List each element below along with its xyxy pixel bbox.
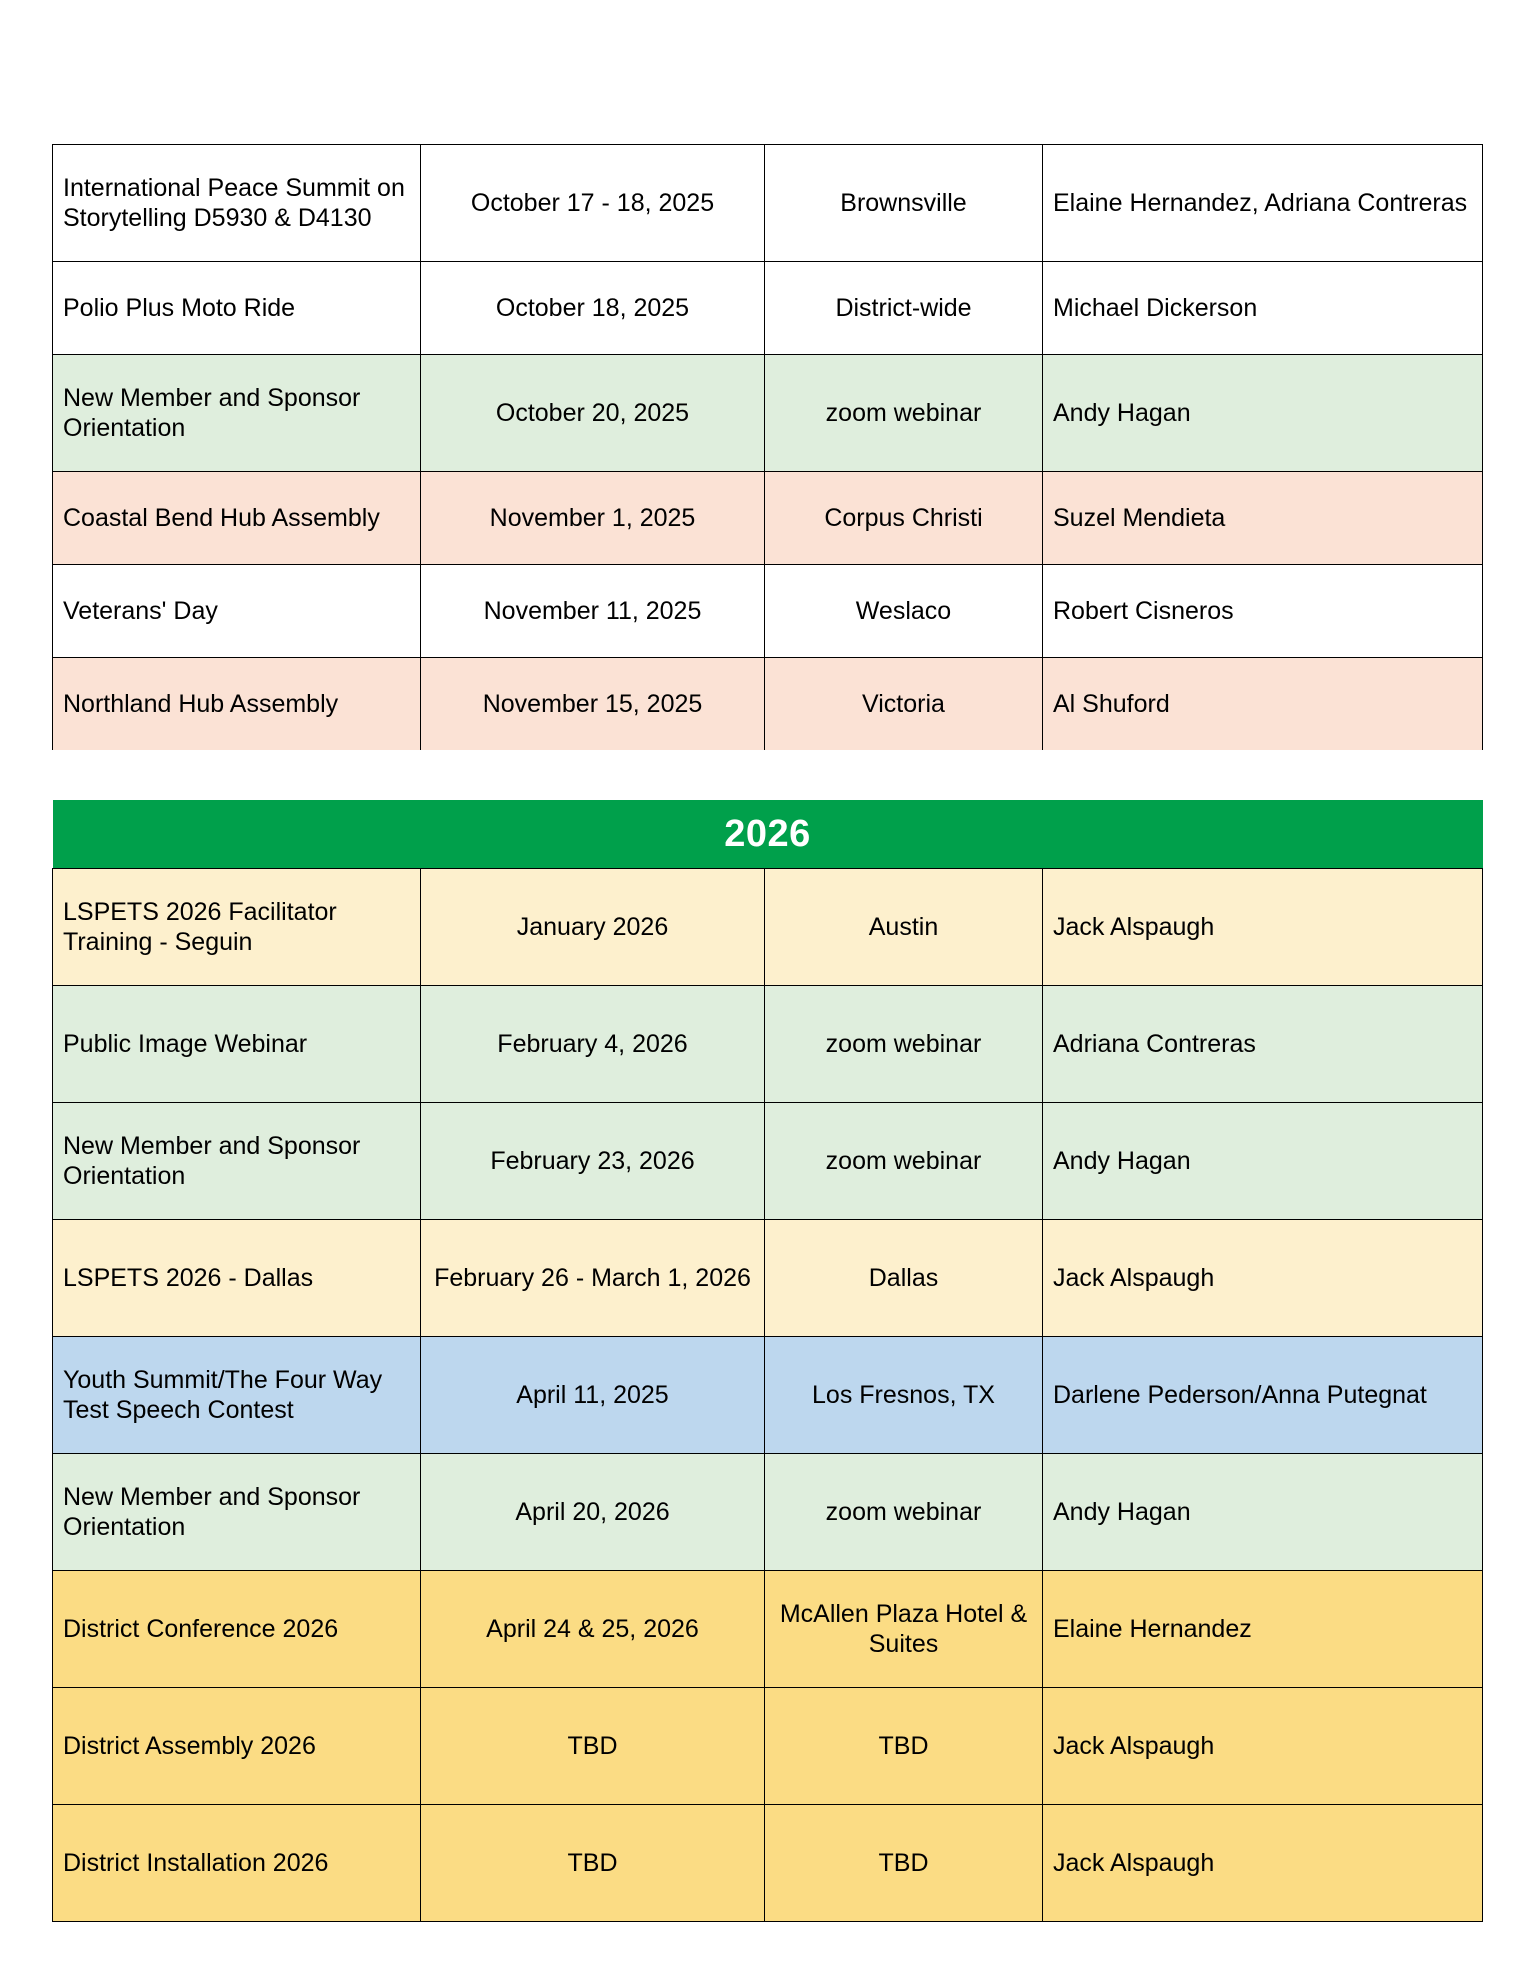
cell-event-date: TBD [421,1805,765,1922]
cell-event-location: Dallas [765,1220,1043,1337]
year-banner-row [53,800,1483,869]
cell-event-date: October 18, 2025 [421,262,765,355]
cell-event-location: zoom webinar [765,1103,1043,1220]
cell-event-name: International Peace Summit on Storytelling D5930 & D4130 [53,145,421,262]
cell-event-location: Weslaco [765,565,1043,658]
cell-event-contact: Adriana Contreras [1043,986,1483,1103]
cell-event-date: April 20, 2026 [421,1454,765,1571]
cell-event-date: April 24 & 25, 2026 [421,1571,765,1688]
cell-event-date: November 15, 2025 [421,658,765,751]
cell-event-date: February 26 - March 1, 2026 [421,1220,765,1337]
cell-event-name: District Installation 2026 [53,1805,421,1922]
cell-event-name: Polio Plus Moto Ride [53,262,421,355]
table-row [53,658,1483,751]
cell-event-date: TBD [421,1688,765,1805]
table-row [53,1688,1483,1805]
cell-event-name: New Member and Sponsor Orientation [53,355,421,472]
cell-event-location: zoom webinar [765,1454,1043,1571]
cell-event-name: New Member and Sponsor Orientation [53,1454,421,1571]
cell-event-contact: Elaine Hernandez, Adriana Contreras [1043,145,1483,262]
cell-event-contact: Andy Hagan [1043,1454,1483,1571]
cell-event-contact: Darlene Pederson/Anna Putegnat [1043,1337,1483,1454]
cell-event-date: February 23, 2026 [421,1103,765,1220]
table-body-2025 [53,145,1483,751]
table-row [53,1805,1483,1922]
cell-event-contact: Suzel Mendieta [1043,472,1483,565]
cell-event-date: January 2026 [421,869,765,986]
cell-event-contact: Elaine Hernandez [1043,1571,1483,1688]
cell-event-name: New Member and Sponsor Orientation [53,1103,421,1220]
cell-event-date: October 17 - 18, 2025 [421,145,765,262]
cell-event-contact: Jack Alspaugh [1043,1220,1483,1337]
cell-event-contact: Andy Hagan [1043,1103,1483,1220]
cell-event-name: District Conference 2026 [53,1571,421,1688]
cell-event-location: zoom webinar [765,986,1043,1103]
table-row [53,1220,1483,1337]
cell-event-location: Austin [765,869,1043,986]
cell-event-contact: Michael Dickerson [1043,262,1483,355]
cell-event-location: Brownsville [765,145,1043,262]
cell-event-location: Victoria [765,658,1043,751]
table-row [53,1571,1483,1688]
cell-event-name: District Assembly 2026 [53,1688,421,1805]
cell-event-location: Corpus Christi [765,472,1043,565]
cell-event-location: Los Fresnos, TX [765,1337,1043,1454]
cell-event-location: TBD [765,1688,1043,1805]
cell-event-location: zoom webinar [765,355,1043,472]
table-row [53,565,1483,658]
cell-event-date: November 1, 2025 [421,472,765,565]
year-banner-label: 2026 [53,800,1483,869]
cell-event-name: Youth Summit/The Four Way Test Speech Contest [53,1337,421,1454]
table-row [53,869,1483,986]
cell-event-contact: Al Shuford [1043,658,1483,751]
cell-event-name: LSPETS 2026 Facilitator Training - Seguin [53,869,421,986]
events-table-2026 [52,800,1483,1922]
table-row [53,262,1483,355]
cell-event-contact: Robert Cisneros [1043,565,1483,658]
table-row [53,1337,1483,1454]
table-body-2026 [53,800,1483,1922]
cell-event-date: February 4, 2026 [421,986,765,1103]
cell-event-name: Coastal Bend Hub Assembly [53,472,421,565]
events-table-2025 [52,144,1483,750]
table-row [53,1103,1483,1220]
table-row [53,145,1483,262]
table-row [53,355,1483,472]
cell-event-location: TBD [765,1805,1043,1922]
cell-event-name: Veterans' Day [53,565,421,658]
cell-event-name: Public Image Webinar [53,986,421,1103]
cell-event-contact: Andy Hagan [1043,355,1483,472]
cell-event-contact: Jack Alspaugh [1043,1688,1483,1805]
cell-event-date: April 11, 2025 [421,1337,765,1454]
cell-event-contact: Jack Alspaugh [1043,1805,1483,1922]
cell-event-date: October 20, 2025 [421,355,765,472]
table-row [53,986,1483,1103]
cell-event-location: McAllen Plaza Hotel & Suites [765,1571,1043,1688]
cell-event-contact: Jack Alspaugh [1043,869,1483,986]
table-row [53,1454,1483,1571]
table-row [53,472,1483,565]
cell-event-location: District-wide [765,262,1043,355]
cell-event-date: November 11, 2025 [421,565,765,658]
cell-event-name: LSPETS 2026 - Dallas [53,1220,421,1337]
cell-event-name: Northland Hub Assembly [53,658,421,751]
